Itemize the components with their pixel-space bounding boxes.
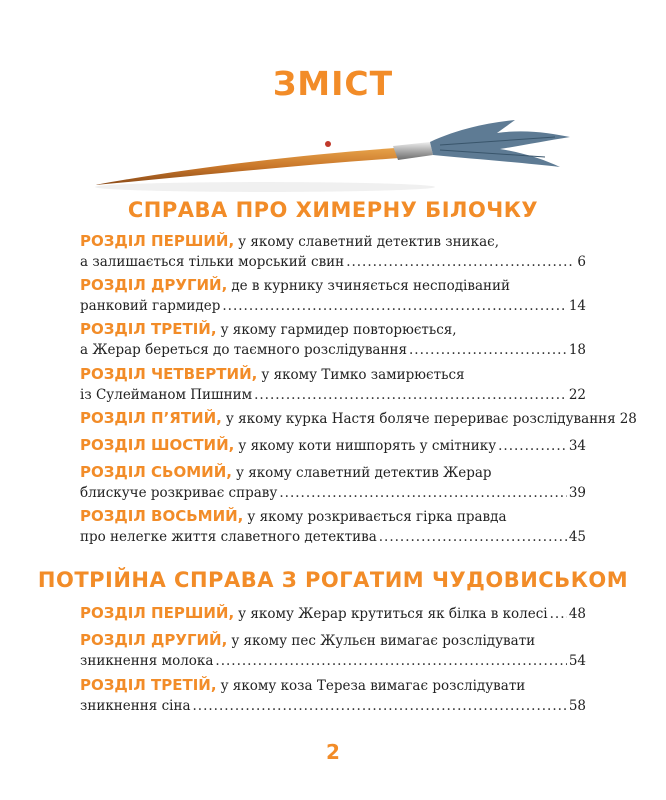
chapter-heading: РОЗДІЛ ДРУГИЙ,: [80, 276, 228, 294]
leader-dots: [222, 296, 566, 316]
chapter-description: у якому коза Тереза вимагає розслідувати: [220, 678, 526, 694]
toc-entry[interactable]: [80, 364, 586, 405]
toc-entry[interactable]: [80, 675, 586, 716]
chapter-description: зникнення молока: [80, 653, 214, 669]
chapter-description: у якому курка Настя боляче перериває розслідування: [225, 411, 616, 427]
leader-dots: [279, 483, 566, 503]
chapter-description: блискуче розкриває справу: [80, 485, 278, 501]
page-number: 48: [568, 606, 586, 622]
page-number: 18: [568, 342, 586, 358]
page-number: 58: [568, 698, 586, 714]
chapter-description: ранковий гармидер: [80, 298, 221, 314]
page-number: 45: [568, 529, 586, 545]
chapter-description: а залишається тільки морський свин: [80, 254, 345, 270]
chapter-description: у якому Тимко замирюється: [261, 367, 465, 383]
section-title: СПРАВА ПРО ХИМЕРНУ БІЛОЧКУ: [127, 198, 539, 222]
page-number: 28: [619, 411, 637, 427]
page-number: 14: [568, 298, 586, 314]
toc-entry[interactable]: [80, 408, 637, 429]
leader-dots: [498, 436, 567, 456]
chapter-heading: РОЗДІЛ ТРЕТІЙ,: [80, 320, 217, 338]
chapter-description: де в курнику зчиняється несподіваний: [231, 278, 510, 294]
toc-entry[interactable]: [80, 603, 586, 624]
chapter-description: у якому розкривається гірка правда: [247, 509, 507, 525]
page-number: 6: [577, 254, 586, 270]
chapter-description: у якому Жерар крутиться як білка в колесі: [238, 606, 548, 622]
leader-dots: [215, 651, 566, 671]
toc-entry[interactable]: [80, 319, 586, 360]
chapter-description: у якому славетний детектив Жерар: [235, 465, 492, 481]
chapter-heading: РОЗДІЛ ПЕРШИЙ,: [80, 232, 235, 250]
toc-entry[interactable]: [80, 231, 586, 272]
leader-dots: [254, 385, 567, 405]
page-footer-number: 2: [326, 740, 340, 764]
section-title: ПОТРІЙНА СПРАВА З РОГАТИМ ЧУДОВИСЬКОМ: [37, 568, 629, 592]
chapter-description: про нелегке життя славетного детектива: [80, 529, 377, 545]
leader-dots: [550, 604, 567, 624]
chapter-heading: РОЗДІЛ ДРУГИЙ,: [80, 631, 228, 649]
page-number: 34: [568, 438, 586, 454]
chapter-heading: РОЗДІЛ ЧЕТВЕРТИЙ,: [80, 365, 258, 383]
chapter-description: у якому коти нишпорять у смітнику: [238, 438, 497, 454]
chapter-description: зникнення сіна: [80, 698, 191, 714]
leader-dots: [409, 340, 567, 360]
chapter-heading: РОЗДІЛ ШОСТИЙ,: [80, 436, 235, 454]
chapter-heading: РОЗДІЛ ВОСЬМИЙ,: [80, 507, 244, 525]
toc-entry[interactable]: [80, 462, 586, 503]
chapter-heading: РОЗДІЛ ПЕРШИЙ,: [80, 604, 235, 622]
chapter-description: у якому славетний детектив зникає,: [238, 234, 499, 250]
chapter-heading: РОЗДІЛ П’ЯТИЙ,: [80, 409, 222, 427]
leader-dots: [346, 252, 575, 272]
chapter-heading: РОЗДІЛ СЬОМИЙ,: [80, 463, 232, 481]
toc-entry[interactable]: [80, 506, 586, 547]
toc-entry[interactable]: [80, 435, 586, 456]
page-number: 39: [568, 485, 586, 501]
page-title: ЗМІСТ: [272, 64, 394, 103]
page-number: 54: [568, 653, 586, 669]
leader-dots: [379, 527, 567, 547]
page-number: 22: [568, 387, 586, 403]
toc-entry[interactable]: [80, 275, 586, 316]
chapter-description: у якому гармидер повторюється,: [220, 322, 457, 338]
paintbrush-illustration: [95, 115, 575, 195]
chapter-description: із Сулейманом Пишним: [80, 387, 253, 403]
leader-dots: [193, 696, 567, 716]
toc-entry[interactable]: [80, 630, 586, 671]
chapter-description: а Жерар береться до таємного розслідування: [80, 342, 407, 358]
chapter-description: у якому пес Жульєн вимагає розслідувати: [231, 633, 536, 649]
chapter-heading: РОЗДІЛ ТРЕТІЙ,: [80, 676, 217, 694]
